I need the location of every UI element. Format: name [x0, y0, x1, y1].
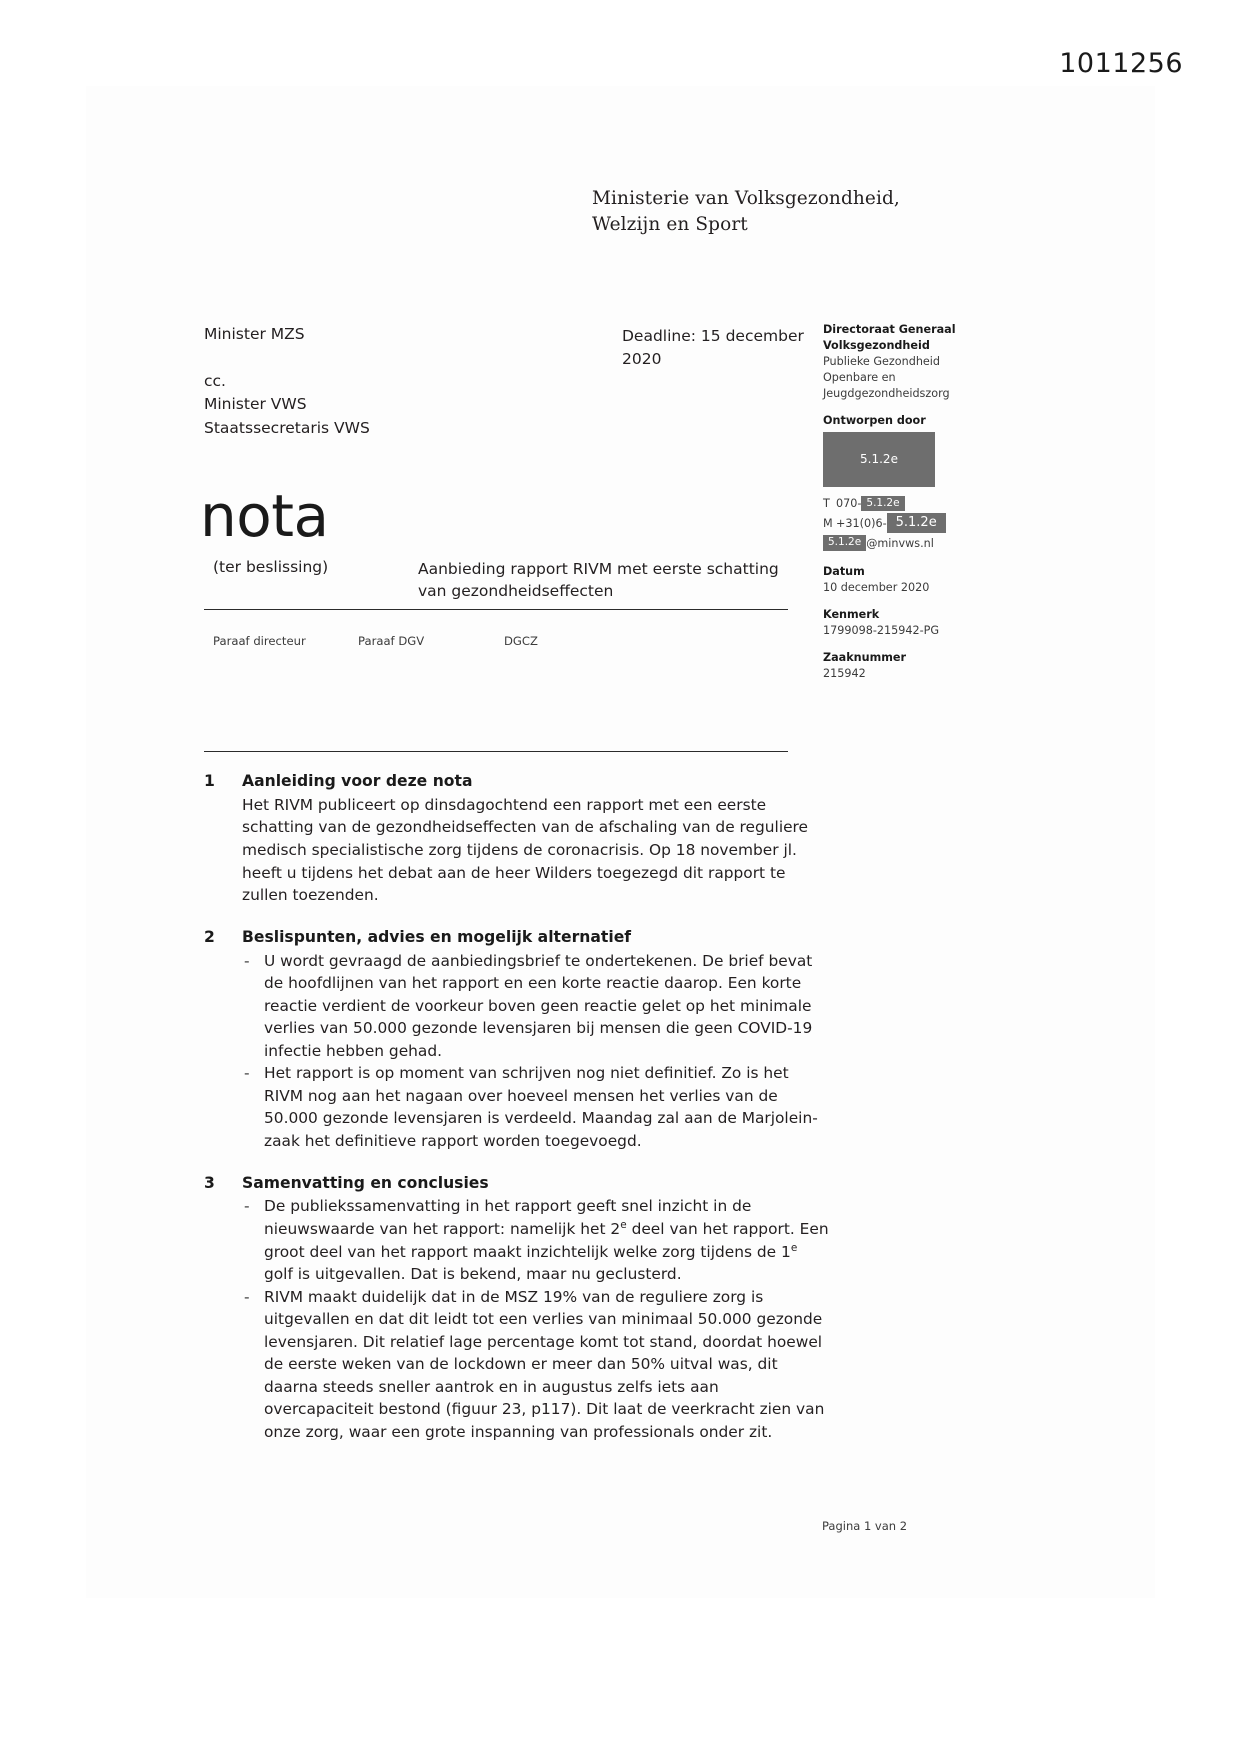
- redaction-box-email: 5.1.2e: [823, 535, 866, 550]
- recipient-spacer: [204, 347, 370, 370]
- meta-spacer-2: [823, 553, 958, 564]
- phone-label: T: [823, 497, 830, 511]
- section-2-heading: [204, 926, 829, 949]
- meta-spacer-1: [823, 402, 958, 413]
- document-id-number: 1011256: [1059, 48, 1183, 79]
- kenmerk-label: Kenmerk: [823, 608, 880, 622]
- zaaknummer-block: [823, 650, 958, 682]
- paraaf-dgv-label: Paraaf DGV: [358, 634, 425, 648]
- contact-details-block: [823, 494, 958, 553]
- paraaf-directeur-label: Paraaf directeur: [213, 634, 306, 648]
- recipient-cc-1: Minister VWS: [204, 395, 307, 414]
- directorate-line-2: Volksgezondheid: [823, 338, 930, 352]
- section-3: [204, 1172, 829, 1444]
- paraaf-dgcz-label: DGCZ: [504, 634, 538, 648]
- section-2-number: 2: [204, 927, 215, 946]
- section-1-number: 1: [204, 772, 215, 790]
- email-domain: @minvws.nl: [866, 536, 934, 550]
- redaction-box-phone: 5.1.2e: [861, 496, 904, 511]
- email-line: [823, 534, 958, 553]
- section-2-bullet-list: [204, 950, 829, 1153]
- phone-line: [823, 494, 958, 513]
- bullet-dash-icon: -: [244, 1197, 250, 1216]
- recipient-cc-label: cc.: [204, 371, 226, 390]
- bullet-text: Het rapport is op moment van schrijven nog niet definitief. Zo is het RIVM nog aan het nagaan over hoeveel mensen het verlies van de 50.000 gezonde levensjaren is verdeeld. Maandag zal aan de Marjolein-zaak het definitieve rapport worden toegevoegd.: [264, 1064, 818, 1150]
- redaction-box-author: 5.1.2e: [823, 432, 935, 487]
- section-1-heading: [204, 770, 829, 793]
- document-meta-sidebar: [823, 322, 958, 682]
- department-line-1: Publieke Gezondheid: [823, 354, 941, 368]
- list-item: [242, 1062, 829, 1152]
- section-3-title: Samenvatting en conclusies: [242, 1173, 489, 1192]
- kenmerk-block: [823, 607, 958, 639]
- document-type-title: nota: [200, 482, 329, 550]
- deadline-text: Deadline: 15 december 2020: [622, 327, 804, 369]
- recipient-block: [204, 323, 370, 441]
- bullet-text: De publiekssamenvatting in het rapport geeft snel inzicht in de nieuwswaarde van het rapport: namelijk het 2e deel van het rapport. Een groot deel van het rapport maakt inzichtelijk welke zorg tijdens de 1e golf is uitgevallen. Dat is bekend, maar nu geclusterd.: [264, 1197, 829, 1284]
- date-value: 10 december 2020: [823, 581, 930, 595]
- directorate-block: [823, 322, 958, 402]
- recipient-to: Minister MZS: [204, 325, 305, 343]
- department-line-2: Openbare en: [823, 370, 896, 384]
- document-body: [204, 770, 829, 1444]
- redaction-box-mobile: 5.1.2e: [887, 513, 946, 533]
- bullet-text: U wordt gevraagd de aanbiedingsbrief te ondertekenen. De brief bevat de hoofdlijnen van het rapport en een korte reactie daarop. Een korte reactie verdient de voorkeur boven geen reactie gelet op het minimale verlies van 50.000 gezonde levensjaren bij mensen die geen COVID-19 infectie hebben gehad.: [264, 951, 813, 1060]
- ministry-line-1: Ministerie van Volksgezondheid,: [592, 188, 900, 209]
- department-line-3: Jeugdgezondheidszorg: [823, 386, 950, 400]
- page-footer: Pagina 1 van 2: [822, 1519, 908, 1533]
- date-block: [823, 564, 958, 596]
- directorate-line-1: Directoraat Generaal: [823, 323, 956, 336]
- divider-line-top: [204, 609, 788, 610]
- designed-by-label: Ontworpen door: [823, 413, 926, 427]
- section-2: [204, 926, 829, 1153]
- ministry-line-2: Welzijn en Sport: [592, 214, 748, 236]
- section-1: [204, 770, 829, 907]
- section-1-title: Aanleiding voor deze nota: [242, 772, 473, 790]
- bullet-dash-icon: -: [244, 1287, 250, 1306]
- section-3-number: 3: [204, 1173, 215, 1192]
- bullet-text: RIVM maakt duidelijk dat in de MSZ 19% van de reguliere zorg is uitgevallen en dat dit leidt tot een verlies van minimaal 50.000 gezonde levensjaren. Dit relatief lage percentage komt tot stand, doordat hoewel de eerste weken van de lockdown er meer dan 50% uitval was, dit daarna steeds sneller aantrok en in augustus zelfs iets aan overcapaciteit bestond (figuur 23, p117). Dit laat de veerkracht zien van onze zorg, waar een grote inspanning van professionals onder zit.: [264, 1287, 825, 1442]
- meta-spacer-4: [823, 639, 958, 650]
- section-3-bullet-list: [204, 1195, 829, 1443]
- list-item: [242, 950, 829, 1063]
- list-item: [242, 1195, 829, 1285]
- date-label: Datum: [823, 565, 865, 579]
- section-1-paragraph: Het RIVM publiceert op dinsdagochtend een rapport met een eerste schatting van de gezondheidseffecten van de afschaling van de reguliere medisch specialistische zorg tijdens de coronacrisis. Op 18 november jl. heeft u tijdens het debat aan de heer Wilders toegezegd dit rapport te zullen toezenden.: [242, 795, 809, 905]
- mobile-prefix: +31(0)6-: [836, 516, 887, 530]
- designed-by-block: [823, 413, 958, 488]
- divider-line-bottom: [204, 751, 788, 752]
- ministry-logo-text: [592, 186, 900, 239]
- kenmerk-value: 1799098-215942-PG: [823, 623, 940, 637]
- zaaknummer-label: Zaaknummer: [823, 650, 906, 664]
- mobile-line: [823, 514, 958, 534]
- section-3-heading: [204, 1172, 829, 1195]
- list-item: [242, 1286, 829, 1444]
- bullet-dash-icon: -: [244, 1064, 250, 1083]
- phone-prefix: 070-: [836, 497, 862, 511]
- recipient-cc-2: Staatssecretaris VWS: [204, 419, 370, 438]
- subject-kind: (ter beslissing): [213, 558, 329, 576]
- meta-spacer-3: [823, 596, 958, 607]
- bullet-dash-icon: -: [244, 951, 250, 970]
- mobile-label: M: [823, 516, 833, 530]
- section-2-title: Beslispunten, advies en mogelijk alternatief: [242, 927, 632, 946]
- subject-text: Aanbieding rapport RIVM met eerste schatting van gezondheidseffecten: [418, 560, 779, 601]
- zaaknummer-value: 215942: [823, 666, 866, 680]
